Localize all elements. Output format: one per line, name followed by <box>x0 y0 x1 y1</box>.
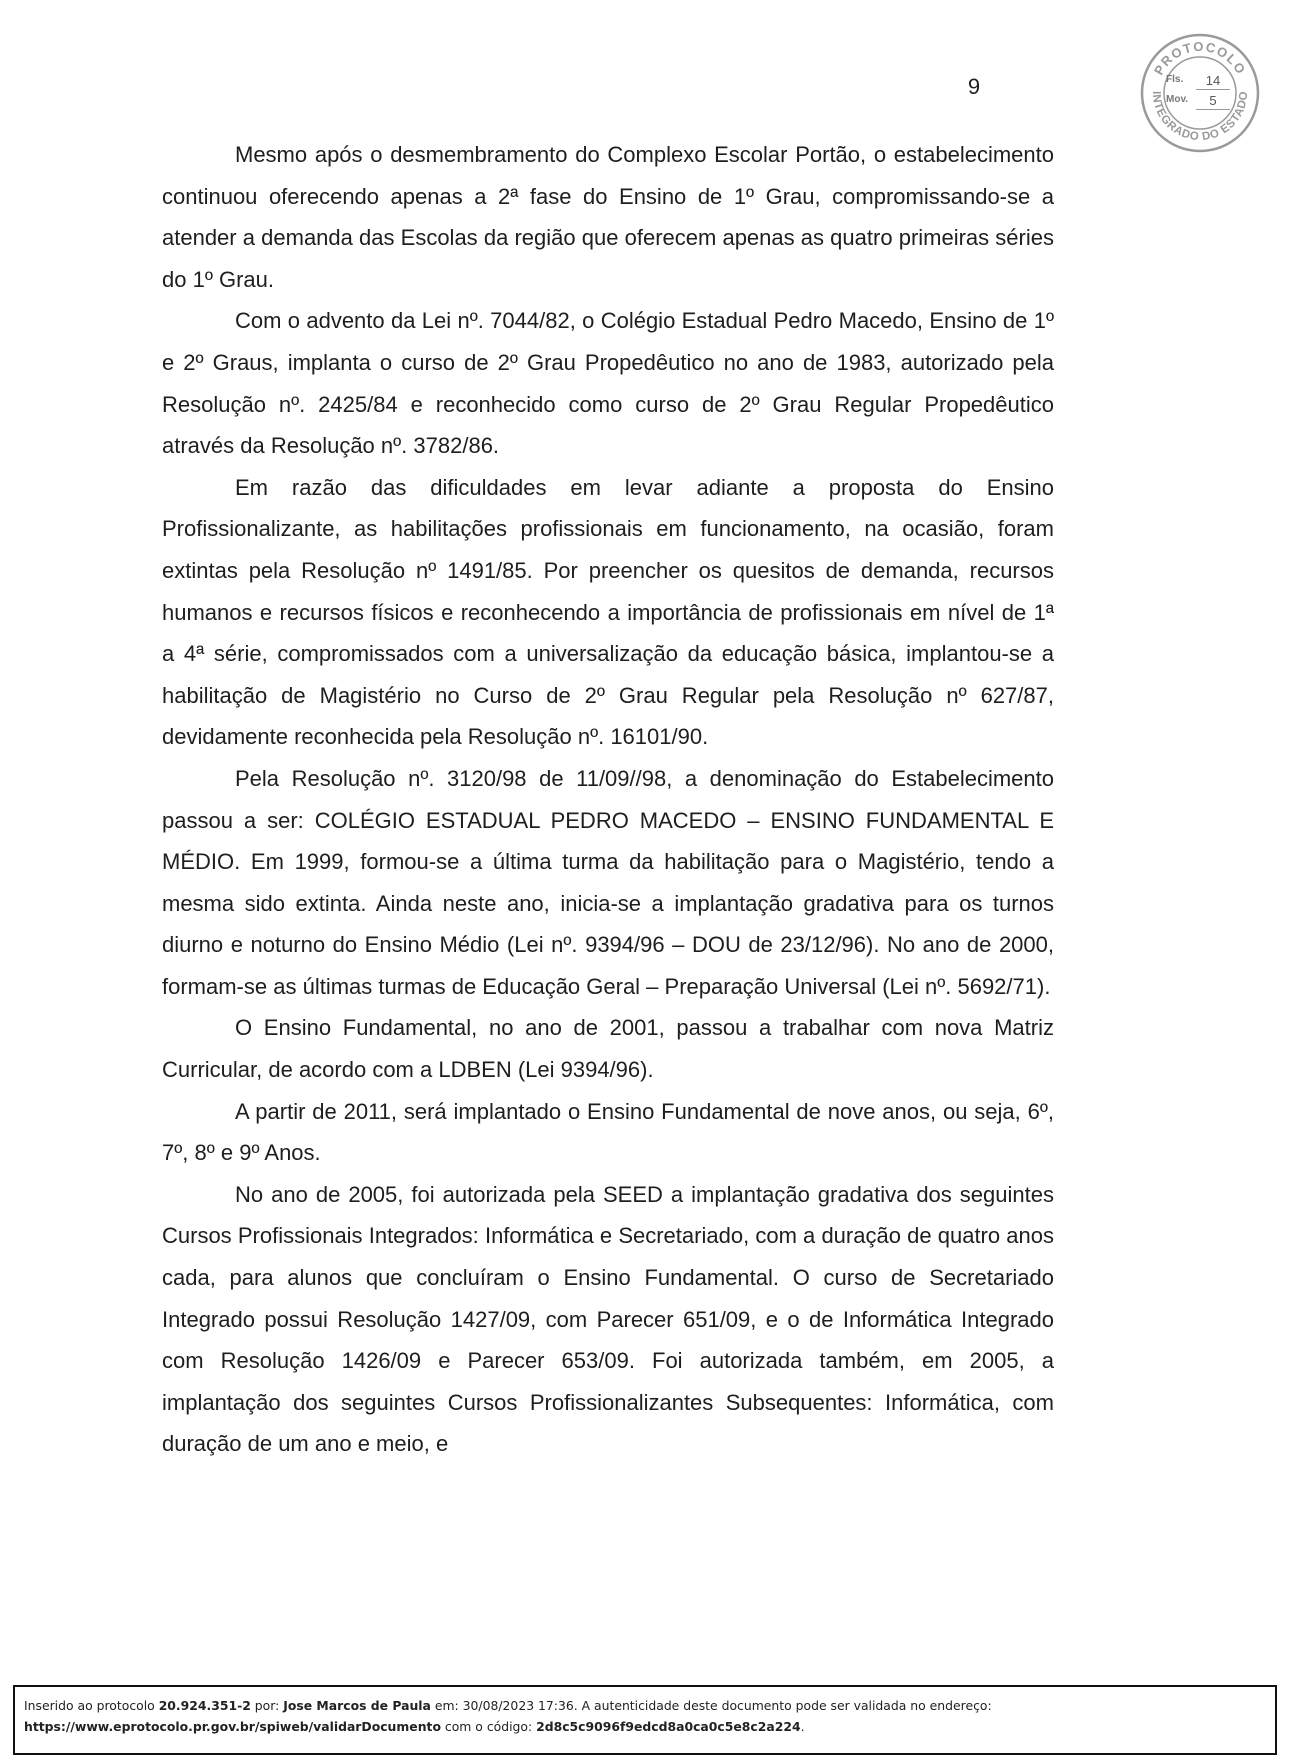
stamp-mov-row <box>1166 90 1230 110</box>
paragraph: No ano de 2005, foi autorizada pela SEED a implantação gradativa dos seguintes Cursos Profissionais Integrados: Informática e Secretariado, com a duração de quatro anos cada, para alunos que concluíram o Ensino Fundamental. O curso de Secretariado Integrado possui Resolução 1427/09, com Parecer 651/09, e o de Informática Integrado com Resolução 1426/09 e Parecer 653/09. Foi autorizada também, em 2005, a implantação dos seguintes Cursos Profissionalizantes Subsequentes: Informática, com duração de um ano e meio, e <box>162 1181 1054 1457</box>
paragraph: A partir de 2011, será implantado o Ensino Fundamental de nove anos, ou seja, 6º, 7º, 8º e 9º Anos. <box>162 1098 1054 1166</box>
stamp-mov-value: 5 <box>1196 93 1230 110</box>
stamp-fls-row <box>1166 70 1230 90</box>
authentication-footer <box>13 1685 1277 1755</box>
validation-code: 2d8c5c9096f9edcd8a0ca0c5e8c2a224 <box>536 1719 801 1734</box>
footer-text: por: <box>250 1698 284 1713</box>
footer-text: com o código: <box>440 1719 537 1734</box>
validation-url[interactable]: https://www.eprotocolo.pr.gov.br/spiweb/validarDocumento <box>24 1719 441 1734</box>
stamp-fls-label: Fls. <box>1166 74 1184 85</box>
document-body <box>162 134 1054 1465</box>
stamp-ring-top: PROTOCOLO <box>1150 38 1250 78</box>
paragraph: Com o advento da Lei nº. 7044/82, o Colégio Estadual Pedro Macedo, Ensino de 1º e 2º Graus, implanta o curso de 2º Grau Propedêutico no ano de 1983, autorizado pela Resolução nº. 2425/84 e reconhecido como curso de 2º Grau Regular Propedêutico através da Resolução nº. 3782/86. <box>162 308 1054 459</box>
stamp-fls-value: 14 <box>1196 73 1230 90</box>
stamp-fields <box>1166 70 1230 110</box>
footer-text: Inserido ao protocolo <box>24 1698 159 1713</box>
paragraph: Mesmo após o desmembramento do Complexo Escolar Portão, o estabelecimento continuou oferecendo apenas a 2ª fase do Ensino de 1º Grau, compromissando-se a atender a demanda das Escolas da região que oferecem apenas as quatro primeiras séries do 1º Grau. <box>162 142 1054 292</box>
footer-text: . <box>800 1719 805 1734</box>
paragraph: Pela Resolução nº. 3120/98 de 11/09//98, a denominação do Estabelecimento passou a ser: COLÉGIO ESTADUAL PEDRO MACEDO – ENSINO FUNDAMENTAL E MÉDIO. Em 1999, formou-se a última turma da habilitação para o Magistério, tendo a mesma sido extinta. Ainda neste ano, inicia-se a implantação gradativa para os turnos diurno e noturno do Ensino Médio (Lei nº. 9394/96 – DOU de 23/12/96). No ano de 2000, formam-se as últimas turmas de Educação Geral – Preparação Universal (Lei nº. 5692/71). <box>162 765 1054 999</box>
footer-text: em: 30/08/2023 17:36. A autenticidade deste documento pode ser validada no endereço: <box>430 1698 992 1713</box>
stamp-ring-bottom: INTEGRADO DO ESTADO <box>1149 90 1251 144</box>
author-name: Jose Marcos de Paula <box>283 1698 431 1713</box>
paragraph: O Ensino Fundamental, no ano de 2001, passou a trabalhar com nova Matriz Curricular, de acordo com a LDBEN (Lei 9394/96). <box>162 1015 1054 1083</box>
paragraph: Em razão das dificuldades em levar adiante a proposta do Ensino Profissionalizante, as habilitações profissionais em funcionamento, na ocasião, foram extintas pela Resolução nº 1491/85. Por preencher os quesitos de demanda, recursos humanos e recursos físicos e reconhecendo a importância de profissionais em nível de 1ª a 4ª série, compromissados com a universalização da educação básica, implantou-se a habilitação de Magistério no Curso de 2º Grau Regular pela Resolução nº 627/87, devidamente reconhecida pela Resolução nº. 16101/90. <box>162 474 1054 750</box>
protocol-number: 20.924.351-2 <box>158 1698 251 1713</box>
stamp-mov-label: Mov. <box>1166 94 1189 105</box>
page-number: 9 <box>967 74 981 99</box>
